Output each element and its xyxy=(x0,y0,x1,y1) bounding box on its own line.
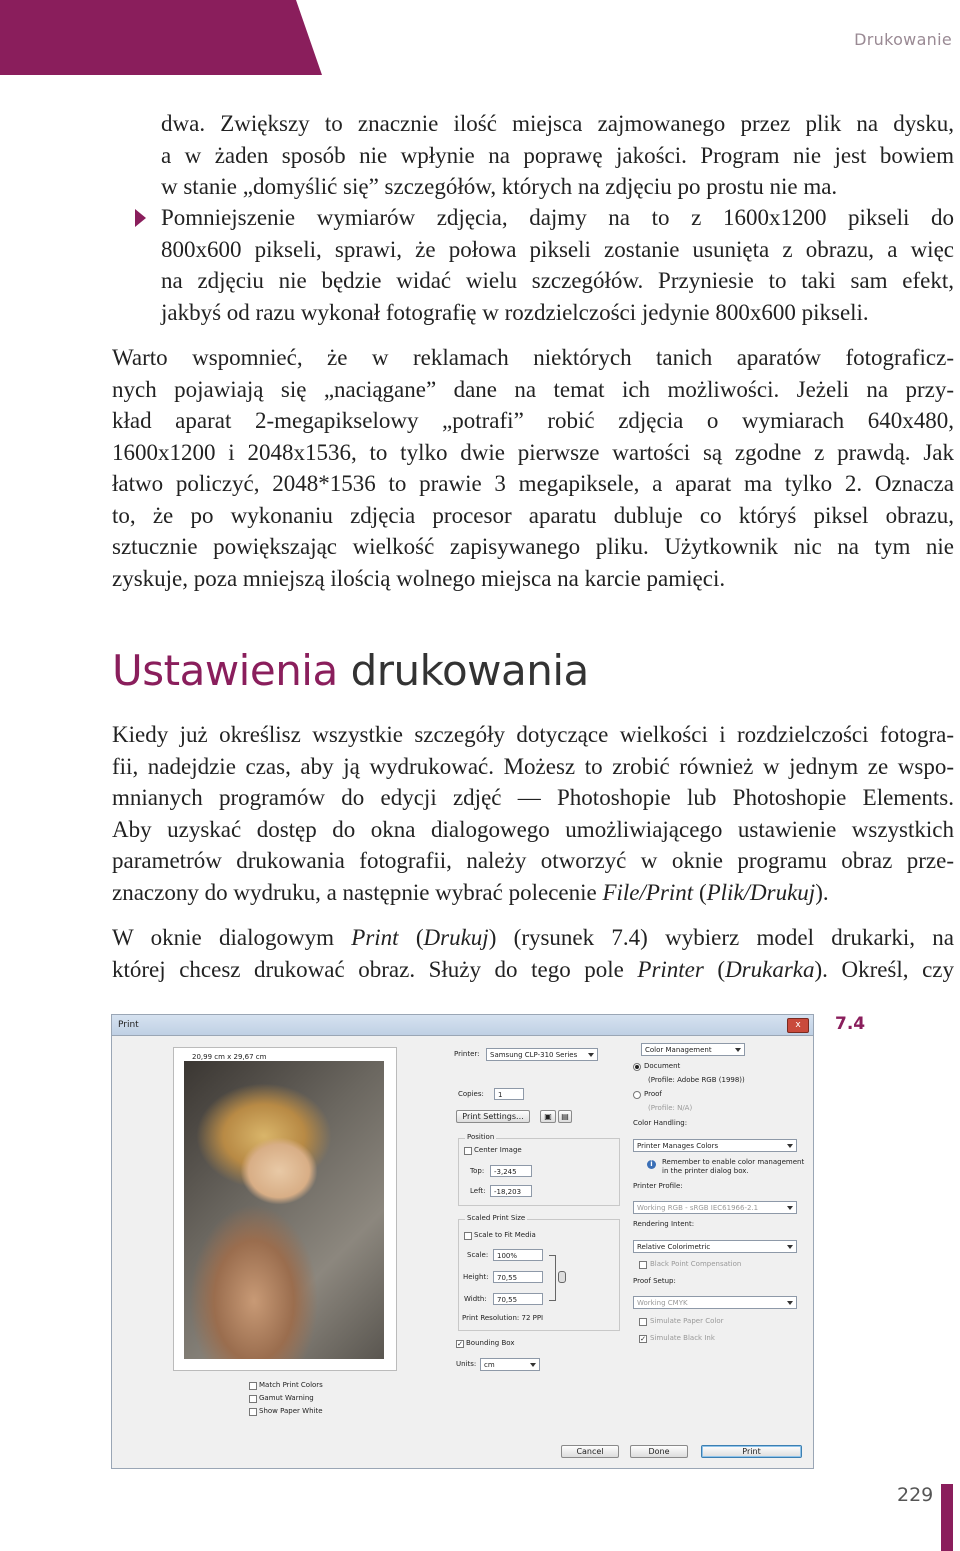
color-handling-dropdown[interactable] xyxy=(633,1139,797,1152)
proof-setup-value: Working CMYK xyxy=(637,1299,688,1307)
color-handling-label: Color Handling: xyxy=(633,1119,688,1127)
text-line: mnianych programów do edycji zdjęć — Photoshopie lub Photoshopie Elements. xyxy=(112,785,954,810)
link-icon[interactable] xyxy=(558,1271,566,1283)
bullet-item xyxy=(161,202,954,328)
figure-number: 7.4 xyxy=(835,1014,866,1034)
height-input[interactable]: 70,55 xyxy=(493,1271,543,1283)
section-title: Drukowanie xyxy=(854,30,952,49)
black-point-label: Black Point Compensation xyxy=(650,1260,742,1268)
text-line: zyskuje, poza mniejszą ilością wolnego miejsca na karcie pamięci. xyxy=(112,565,726,591)
proof-radio[interactable] xyxy=(633,1091,641,1099)
center-image-checkbox[interactable] xyxy=(464,1147,472,1155)
match-print-colors-checkbox[interactable] xyxy=(249,1382,257,1390)
section-heading xyxy=(112,646,589,695)
width-label: Width: xyxy=(464,1295,487,1303)
header-tab xyxy=(0,0,322,75)
page-setup-icon[interactable]: ▤ xyxy=(558,1110,572,1123)
simulate-black-checkbox[interactable]: ✓ xyxy=(640,1335,646,1343)
units-label: Units: xyxy=(456,1360,477,1368)
text-line: nych pojawiają się „naciągane” dane na temat ich możliwości. Jeżeli na przy- xyxy=(112,376,954,402)
text-run: ( xyxy=(703,956,726,982)
bullet-arrow-icon xyxy=(135,209,146,227)
gamut-warning-checkbox[interactable] xyxy=(249,1395,257,1403)
menu-command-pl: Plik/Drukuj xyxy=(706,879,816,905)
paragraph-continuation xyxy=(161,108,954,203)
printer-value: Samsung CLP-310 Series xyxy=(490,1051,578,1059)
rendering-intent-value: Relative Colorimetric xyxy=(637,1243,711,1251)
text-line: w stanie „domyślić się” szczegółów, których na zdjęciu po prostu nie ma. xyxy=(161,174,838,199)
text-line: łatwo policzyć, 2048*1536 to prawie 3 megapiksele, a aparat ma tylko 2. Oznacza xyxy=(112,471,954,496)
proof-label: Proof xyxy=(644,1090,662,1098)
remember-note-line2: in the printer dialog box. xyxy=(662,1167,749,1175)
chevron-down-icon xyxy=(588,1053,594,1057)
document-profile: (Profile: Adobe RGB (1998)) xyxy=(648,1076,745,1084)
heading-part-2: drukowania xyxy=(350,646,589,695)
text-run: ) (rysunek 7.4) wybierz model drukarki, na xyxy=(488,925,954,950)
text-line: jakbyś od razu wykonał fotografię w rozdzielczości jedynie 800x600 pikseli. xyxy=(161,299,869,325)
match-print-colors-label: Match Print Colors xyxy=(259,1381,323,1389)
dialog-title: Print xyxy=(118,1020,139,1030)
text-run: której chcesz drukować obraz. Służy do tego pole xyxy=(112,956,638,982)
paragraph-print-dialog xyxy=(112,922,954,985)
text-line: na zdjęciu nie będzie widać wielu szczegółów. Przyniesie to taki sam efekt, xyxy=(161,268,954,293)
show-paper-white-label: Show Paper White xyxy=(259,1407,323,1415)
remember-note-line1: Remember to enable color management xyxy=(662,1158,805,1166)
chevron-down-icon xyxy=(787,1301,793,1305)
italic-term: Printer xyxy=(637,956,704,982)
preview-dimensions: 20,99 cm x 29,67 cm xyxy=(192,1053,267,1061)
units-dropdown[interactable] xyxy=(480,1358,540,1371)
printer-profile-value: Working RGB - sRGB IEC61966-2.1 xyxy=(637,1204,759,1212)
text-run: znaczony do wydruku, a następnie wybrać polecenie xyxy=(112,879,603,905)
chevron-down-icon xyxy=(787,1206,793,1210)
rendering-intent-dropdown[interactable] xyxy=(633,1240,797,1253)
dialog-titlebar xyxy=(112,1015,813,1036)
text-line xyxy=(112,877,954,909)
text-line: 1600x1200 i 2048x1536, to tylko dwie pierwsze wartości są zgodne z prawdą. Jak xyxy=(112,439,954,465)
copies-input[interactable]: 1 xyxy=(494,1088,524,1100)
printer-dropdown[interactable] xyxy=(486,1048,598,1061)
menu-command: File/Print xyxy=(602,879,694,905)
printer-profile-dropdown[interactable] xyxy=(633,1201,797,1214)
text-run: W oknie dialogowym xyxy=(112,925,352,950)
print-dialog-screenshot xyxy=(111,1014,814,1469)
units-value: cm xyxy=(484,1361,495,1369)
black-point-checkbox[interactable] xyxy=(639,1261,647,1269)
italic-term: Print xyxy=(351,925,399,950)
page-number: 229 xyxy=(897,1484,934,1506)
top-input[interactable]: -3,245 xyxy=(490,1165,532,1177)
printer-profile-label: Printer Profile: xyxy=(633,1182,683,1190)
simulate-paper-label: Simulate Paper Color xyxy=(650,1317,724,1325)
text-run: ). Określ, czy xyxy=(814,956,954,982)
text-line: to, że po wykonaniu zdjęcia procesor aparatu dubluje co któryś piksel obrazu, xyxy=(112,502,954,528)
center-image-label: Center Image xyxy=(474,1146,522,1154)
text-line: sztucznie powiększając wielkość zapisywanego pliku. Użytkownik nic na tym nie xyxy=(112,534,954,559)
color-handling-value: Printer Manages Colors xyxy=(637,1142,719,1150)
text-line xyxy=(112,954,954,986)
text-line: Warto wspomnieć, że w reklamach niektórych tanich aparatów fotograficz- xyxy=(112,345,954,370)
show-paper-white-checkbox[interactable] xyxy=(249,1408,257,1416)
left-label: Left: xyxy=(470,1187,486,1195)
position-group-label: Position xyxy=(467,1133,495,1141)
document-radio[interactable] xyxy=(633,1063,641,1071)
text-run: ). xyxy=(815,879,829,905)
proof-setup-dropdown[interactable] xyxy=(633,1296,797,1309)
text-run: ( xyxy=(398,925,424,950)
chevron-down-icon xyxy=(787,1144,793,1148)
italic-term: Drukuj xyxy=(423,925,489,950)
simulate-black-label: Simulate Black Ink xyxy=(650,1334,715,1342)
text-line: fii, nadejdzie czas, aby ją wydrukować. Możesz to zrobić również w jednym ze wspo- xyxy=(112,753,954,779)
text-line: parametrów drukowania fotografii, należy otworzyć w oknie programu obraz prze- xyxy=(112,848,954,873)
print-settings-button[interactable]: Print Settings... xyxy=(456,1110,530,1123)
bounding-box-label: Bounding Box xyxy=(466,1339,515,1347)
text-run: ( xyxy=(693,879,707,905)
info-icon: i xyxy=(647,1160,656,1169)
copies-label: Copies: xyxy=(458,1090,484,1098)
print-button[interactable]: Print xyxy=(701,1445,802,1458)
italic-term: Drukarka xyxy=(725,956,815,982)
heading-part-1: Ustawienia xyxy=(112,646,338,695)
paragraph-print-settings xyxy=(112,719,954,908)
document-label: Document xyxy=(644,1062,681,1070)
color-management-value: Color Management xyxy=(645,1046,712,1054)
paragraph-megapixels xyxy=(112,342,954,594)
print-resolution: Print Resolution: 72 PPI xyxy=(462,1314,544,1322)
chevron-down-icon xyxy=(735,1048,741,1052)
scale-label: Scale: xyxy=(467,1251,489,1259)
left-input[interactable]: -18,203 xyxy=(490,1185,532,1197)
chevron-down-icon xyxy=(787,1245,793,1249)
top-label: Top: xyxy=(470,1167,485,1175)
printer-icon[interactable]: ▣ xyxy=(540,1110,556,1123)
preview-photo xyxy=(184,1061,384,1359)
text-line: 800x600 pikseli, sprawi, że połowa pikseli zostanie usunięta z obrazu, a więc xyxy=(161,236,954,262)
gamut-warning-label: Gamut Warning xyxy=(259,1394,314,1402)
cancel-button[interactable]: Cancel xyxy=(561,1445,619,1458)
proof-profile: (Profile: N/A) xyxy=(648,1104,693,1112)
scale-to-fit-checkbox[interactable] xyxy=(464,1232,472,1240)
width-input[interactable]: 70,55 xyxy=(493,1293,543,1305)
scale-to-fit-label: Scale to Fit Media xyxy=(474,1231,536,1239)
text-line xyxy=(112,922,954,954)
text-line: Aby uzyskać dostęp do okna dialogowego umożliwiającego ustawienie wszystkich xyxy=(112,816,954,842)
close-icon[interactable]: x xyxy=(787,1018,809,1033)
done-button[interactable]: Done xyxy=(630,1445,688,1458)
text-line: Pomniejszenie wymiarów zdjęcia, dajmy na to z 1600x1200 pikseli do xyxy=(161,205,954,230)
page-marker xyxy=(941,1484,953,1551)
color-management-dropdown[interactable] xyxy=(641,1043,745,1056)
proof-setup-label: Proof Setup: xyxy=(633,1277,676,1285)
text-line: kład aparat 2-megapikselowy „potrafi” robić zdjęcia o wymiarach 640x480, xyxy=(112,408,954,433)
height-label: Height: xyxy=(463,1273,489,1281)
text-line: a w żaden sposób nie wpłynie na poprawę jakości. Program nie jest bowiem xyxy=(161,142,954,168)
scale-input[interactable]: 100% xyxy=(493,1249,543,1261)
text-line: dwa. Zwiększy to znacznie ilość miejsca zajmowanego przez plik na dysku, xyxy=(161,111,954,136)
proportion-bracket xyxy=(549,1255,556,1301)
bounding-box-checkbox[interactable]: ✓ xyxy=(457,1340,463,1348)
scaled-print-size-label: Scaled Print Size xyxy=(467,1214,526,1222)
rendering-intent-label: Rendering Intent: xyxy=(633,1220,695,1228)
chevron-down-icon xyxy=(530,1363,536,1367)
text-line: Kiedy już określisz wszystkie szczegóły dotyczące wielkości i rozdzielczości fotogra- xyxy=(112,722,954,747)
printer-label: Printer: xyxy=(454,1050,480,1058)
simulate-paper-checkbox[interactable] xyxy=(639,1318,647,1326)
